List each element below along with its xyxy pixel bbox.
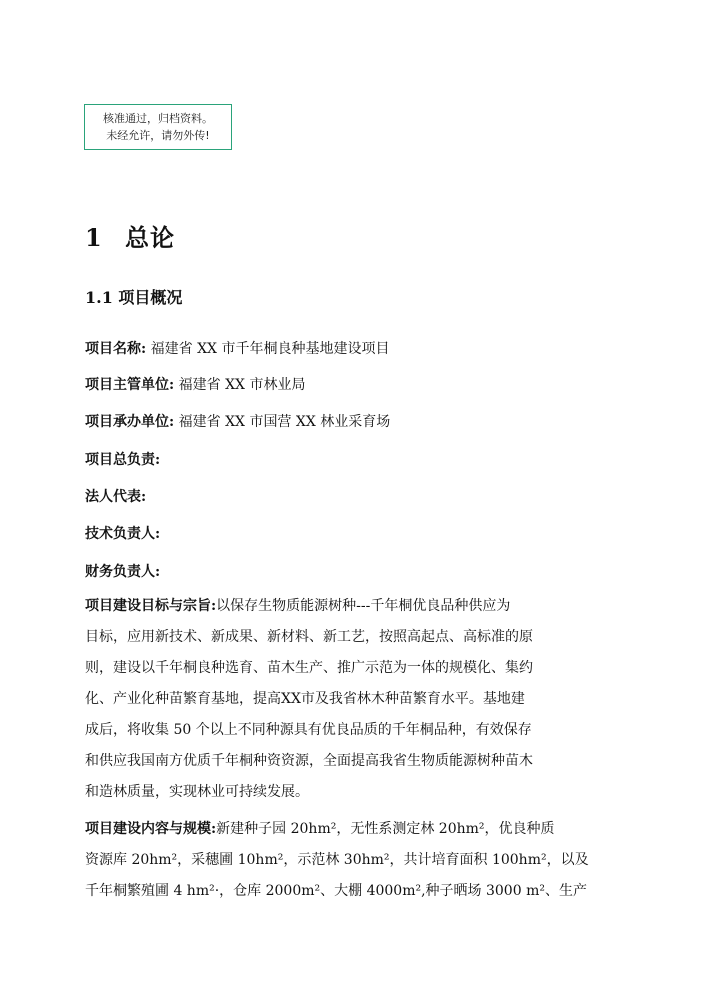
field-supervising-unit <box>85 374 305 394</box>
field-general-manager <box>85 449 160 469</box>
field-label: 法人代表: <box>85 489 147 505</box>
content-line: 新建种子园 20hm²，无性系测定林 20hm²，优良种质 <box>216 821 555 837</box>
stamp-line-1: 核准通过，归档资料。 <box>103 112 213 125</box>
field-undertaking-unit <box>85 411 390 431</box>
goal-label: 项目建设目标与宗旨: <box>85 598 217 614</box>
field-label: 项目承办单位: <box>85 414 175 430</box>
field-technical-lead <box>85 523 160 543</box>
field-finance-lead <box>85 561 160 581</box>
section-heading: 1.1 项目概况 <box>85 288 183 307</box>
content-line: 千年桐繁殖圃 4 hm²·，仓库 2000m²、大棚 4000m²,种子晒场 3000 m²、生产 <box>85 883 587 899</box>
goal-paragraph <box>85 591 625 808</box>
chapter-heading <box>85 218 175 253</box>
field-value: 福建省 XX 市国营 XX 林业采育场 <box>178 414 391 430</box>
field-value: 福建省 XX 市千年桐良种基地建设项目 <box>150 341 390 357</box>
goal-line: 化、产业化种苗繁育基地，提高XX市及我省林木种苗繁育水平。基地建 <box>85 691 525 707</box>
goal-line: 以保存生物质能源树种---千年桐优良品种供应为 <box>216 598 511 614</box>
field-label: 项目主管单位: <box>85 377 175 393</box>
field-label: 项目总负责: <box>85 452 161 468</box>
field-project-name <box>85 338 389 358</box>
approval-stamp <box>84 104 232 150</box>
field-label: 项目名称: <box>85 341 147 357</box>
field-label: 财务负责人: <box>85 564 161 580</box>
goal-line: 和供应我国南方优质千年桐种资资源，全面提高我省生物质能源树种苗木 <box>85 753 533 769</box>
stamp-line-2: 未经允许，请勿外传! <box>106 129 210 142</box>
field-label: 技术负责人: <box>85 526 161 542</box>
chapter-title: 总论 <box>125 223 175 252</box>
field-value: 福建省 XX 市林业局 <box>178 377 306 393</box>
goal-line: 则，建设以千年桐良种选育、苗木生产、推广示范为一体的规模化、集约 <box>85 660 533 676</box>
goal-line: 目标，应用新技术、新成果、新材料、新工艺，按照高起点、高标准的原 <box>85 629 533 645</box>
field-legal-representative <box>85 486 146 506</box>
content-paragraph <box>85 814 625 907</box>
content-line: 资源库 20hm²，采穗圃 10hm²，示范林 30hm²，共计培育面积 100hm²，以及 <box>85 852 589 868</box>
chapter-number: 1 <box>85 223 103 252</box>
content-label: 项目建设内容与规模: <box>85 821 217 837</box>
goal-line: 和造林质量，实现林业可持续发展。 <box>85 784 309 800</box>
goal-line: 成后，将收集 50 个以上不同种源具有优良品质的千年桐品种，有效保存 <box>85 722 532 738</box>
